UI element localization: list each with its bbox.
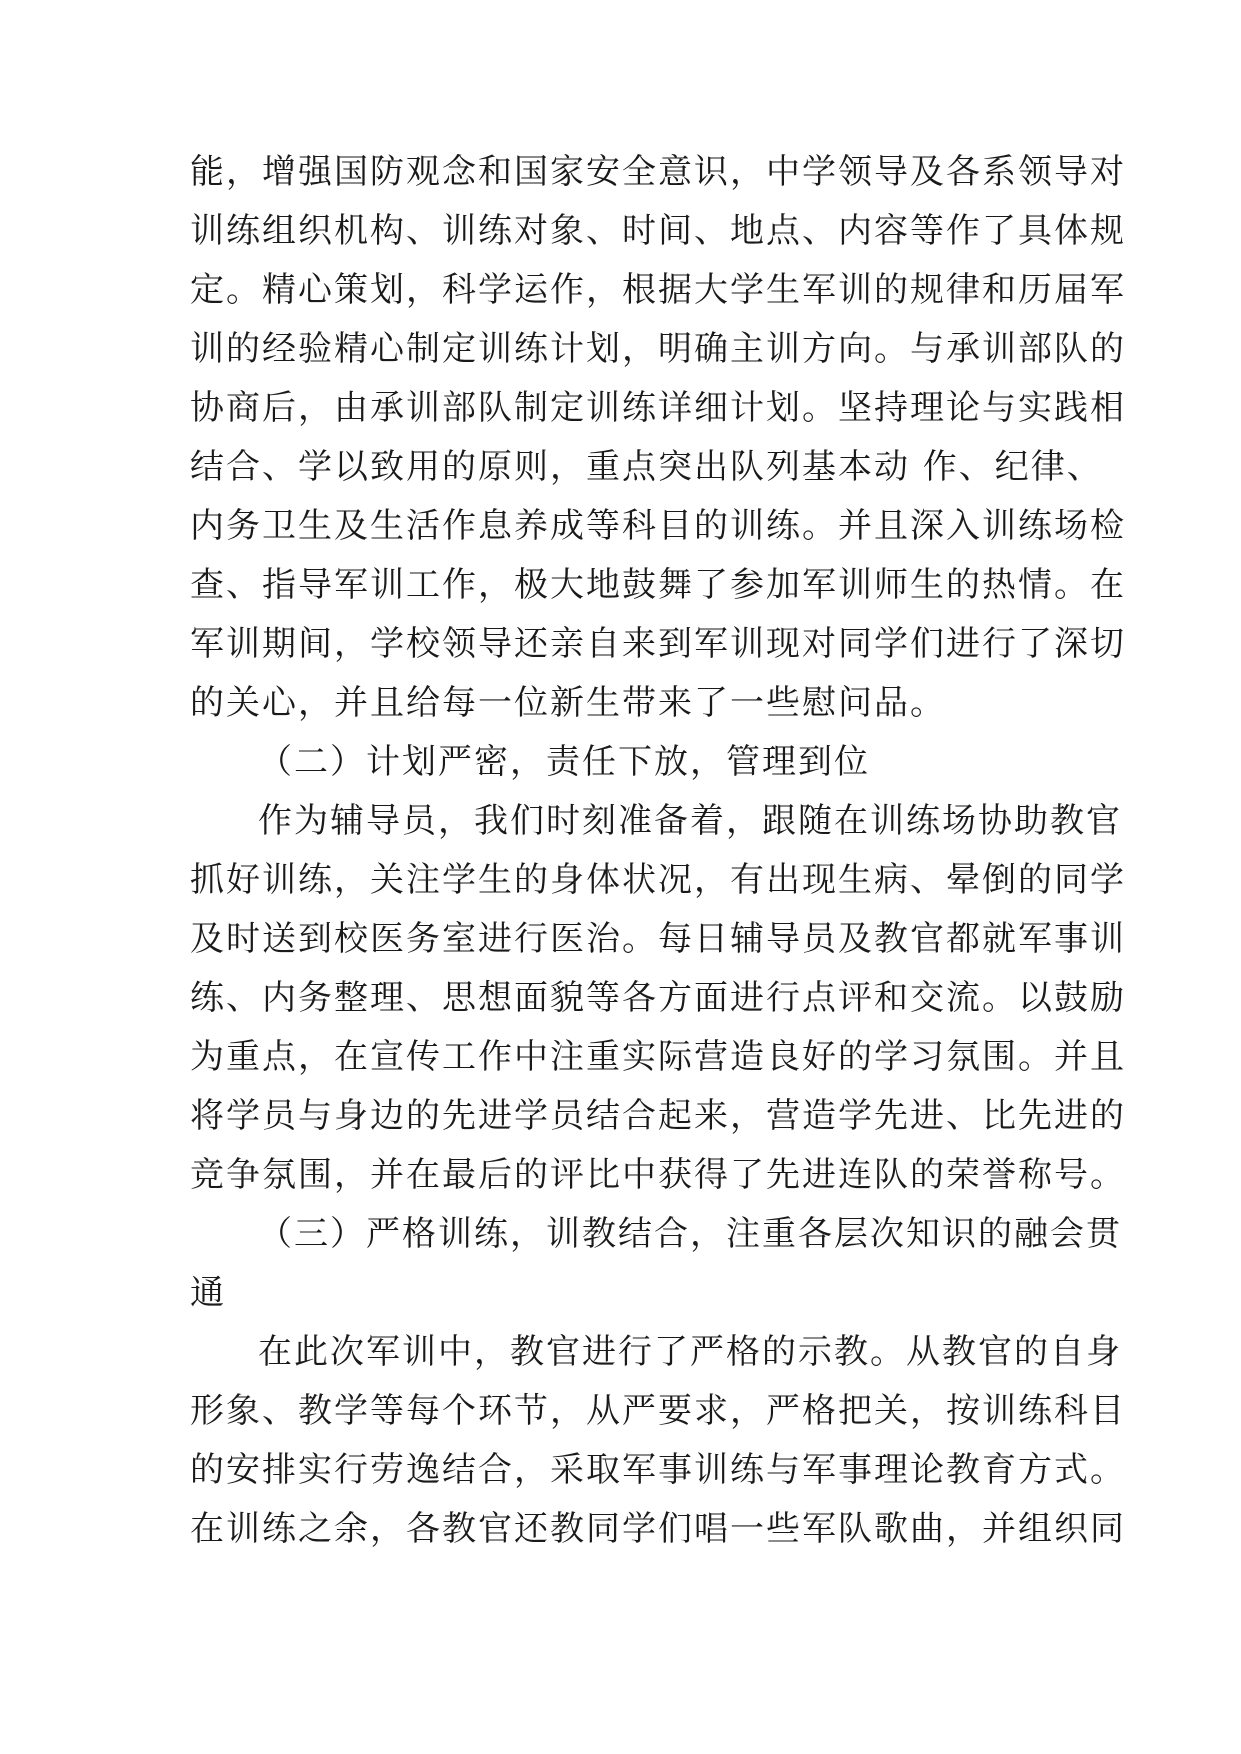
text-line: 竞争氛围，并在最后的评比中获得了先进连队的荣誉称号。 [190,1155,1126,1195]
text-line: 协商后，由承训部队制定训练详细计划。坚持理论与实践相 [190,388,1126,428]
text-line: 结合、学以致用的原则，重点突出队列基本动 作、纪律、 [190,447,1103,487]
text-line: 的安排实行劳逸结合，采取军事训练与军事理论教育方式。 [190,1450,1126,1490]
text-line: 形象、教学等每个环节，从严要求，严格把关，按训练科目 [190,1391,1126,1431]
text-line: 作为辅导员，我们时刻准备着，跟随在训练场协助教官 [258,801,1122,841]
text-line: 查、指导军训工作，极大地鼓舞了参加军训师生的热情。在 [190,565,1126,605]
text-line: 能，增强国防观念和国家安全意识，中学领导及各系领导对 [190,152,1126,192]
section-heading-continuation: 通 [190,1273,226,1313]
text-line: 练、内务整理、思想面貌等各方面进行点评和交流。以鼓励 [190,978,1126,1018]
text-line: 抓好训练，关注学生的身体状况，有出现生病、晕倒的同学 [190,860,1126,900]
text-line: 训练组织机构、训练对象、时间、地点、内容等作了具体规 [190,211,1126,251]
text-line: 及时送到校医务室进行医治。每日辅导员及教官都就军事训 [190,919,1126,959]
section-heading: （二）计划严密，责任下放，管理到位 [258,742,870,782]
text-line: 为重点，在宣传工作中注重实际营造良好的学习氛围。并且 [190,1037,1126,1077]
text-line: 将学员与身边的先进学员结合起来，营造学先进、比先进的 [190,1096,1126,1136]
text-line: 在此次军训中，教官进行了严格的示教。从教官的自身 [258,1332,1122,1372]
text-line: 训的经验精心制定训练计划，明确主训方向。与承训部队的 [190,329,1126,369]
text-line: 军训期间，学校领导还亲自来到军训现对同学们进行了深切 [190,624,1126,664]
text-line: 定。精心策划，科学运作，根据大学生军训的规律和历届军 [190,270,1126,310]
section-heading: （三）严格训练，训教结合，注重各层次知识的融会贯 [258,1214,1122,1254]
text-line: 内务卫生及生活作息养成等科目的训练。并且深入训练场检 [190,506,1126,546]
text-line: 的关心，并且给每一位新生带来了一些慰问品。 [190,683,946,723]
text-line: 在训练之余，各教官还教同学们唱一些军队歌曲，并组织同 [190,1509,1126,1549]
